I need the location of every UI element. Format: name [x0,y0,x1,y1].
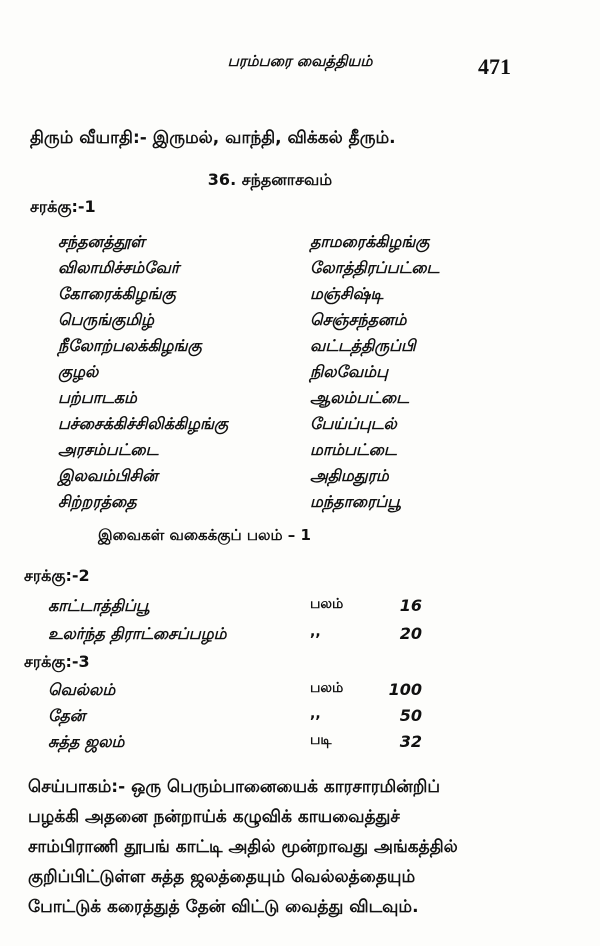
ingredient-name: சுத்த ஜலம் [48,732,125,751]
ingredient-right: வட்டத்திருப்பி [310,336,416,355]
ingredient-amount: 20 [399,624,422,643]
ingredient-amount: 32 [399,732,422,751]
therapy-line: திரும் வீயாதி:- இருமல், வாந்தி, விக்கல் தீரும். [30,128,396,148]
ingredient-left: சிற்றரத்தை [58,492,137,511]
quantity-row [48,624,448,652]
method-line: குறிப்பிட்டுள்ள சுத்த ஜலத்தையும் வெல்லத்தையும் [28,867,416,887]
ingredient-name: உலர்ந்த திராட்சைப்பழம் [48,624,227,643]
ingredient-right: மஞ்சிஷ்டி [310,284,384,303]
lot2-heading: சரக்கு:-2 [24,566,90,585]
ingredient-row [58,362,518,388]
ingredient-right: மந்தாரைப்பூ [310,492,401,511]
lot3-heading: சரக்கு:-3 [24,652,90,671]
lot1-heading: சரக்கு:-1 [30,197,96,216]
ingredient-row [58,492,518,518]
ingredient-row [58,336,518,362]
method-paragraph [28,772,568,922]
ingredient-row [58,414,518,440]
ingredient-unit: படி [310,732,332,748]
ingredient-left: கோரைக்கிழங்கு [58,284,176,303]
method-line: செய்பாகம்:- ஒரு பெரும்பானையைக் காரசாரமின்றிப் [28,777,440,797]
ingredient-row [58,310,518,336]
ingredient-unit: பலம் [310,680,344,696]
ingredient-left: விலாமிச்சம்வேர் [58,258,180,277]
ingredient-right: தாமரைக்கிழங்கு [310,232,430,251]
ingredient-amount: 50 [399,706,422,725]
ingredient-unit: ,, [310,706,321,722]
ingredient-name: வெல்லம் [48,680,116,699]
ingredient-left: பற்பாடகம் [58,388,137,407]
ingredient-amount: 100 [388,680,422,699]
ingredient-row [58,466,518,492]
quantity-row [48,732,448,760]
ingredient-row [58,232,518,258]
lot1-summary: இவைகள் வகைக்குப் பலம் – 1 [98,526,311,544]
quantity-row [48,596,448,624]
page-number: 471 [478,54,511,79]
ingredient-right: மாம்பட்டை [310,440,397,459]
ingredient-left: இலவம்பிசின் [58,466,158,485]
ingredient-left: நீலோற்பலக்கிழங்கு [58,336,202,355]
ingredient-unit: பலம் [310,596,344,612]
quantity-row [48,680,448,708]
method-line: போட்டுக் கரைத்துத் தேன் விட்டு வைத்து விடவும். [28,897,419,917]
method-line: பழக்கி அதனை நன்றாய்க் கழுவிக் காயவைத்துச் [28,807,400,827]
section-title: 36. சந்தனாசவம் [207,170,333,189]
ingredient-left: குழல் [58,362,99,381]
ingredient-left: சந்தனத்தூள் [58,232,145,251]
ingredient-right: அதிமதுரம் [310,466,389,485]
running-title: பரம்பரை வைத்தியம் [227,52,373,70]
ingredient-row [58,388,518,414]
ingredient-left: பெருங்குமிழ் [58,310,154,329]
ingredient-left: அரசம்பட்டை [58,440,159,459]
ingredient-unit: ,, [310,624,321,640]
ingredient-name: தேன் [48,706,86,725]
ingredient-right: நிலவேம்பு [310,362,388,381]
ingredient-right: பேய்ப்புடல் [310,414,397,433]
ingredient-name: காட்டாத்திப்பூ [48,596,150,615]
ingredient-row [58,440,518,466]
ingredient-row [58,258,518,284]
ingredient-row [58,284,518,310]
ingredient-right: லோத்திரப்பட்டை [310,258,440,277]
ingredient-right: செஞ்சந்தனம் [310,310,407,329]
ingredient-right: ஆலம்பட்டை [310,388,409,407]
quantity-row [48,706,448,734]
method-line: சாம்பிராணி தூபங் காட்டி அதில் மூன்றாவது அங்கத்தில் [28,837,458,857]
ingredient-amount: 16 [399,596,422,615]
ingredient-left: பச்சைக்கிச்சிலிக்கிழங்கு [58,414,229,433]
